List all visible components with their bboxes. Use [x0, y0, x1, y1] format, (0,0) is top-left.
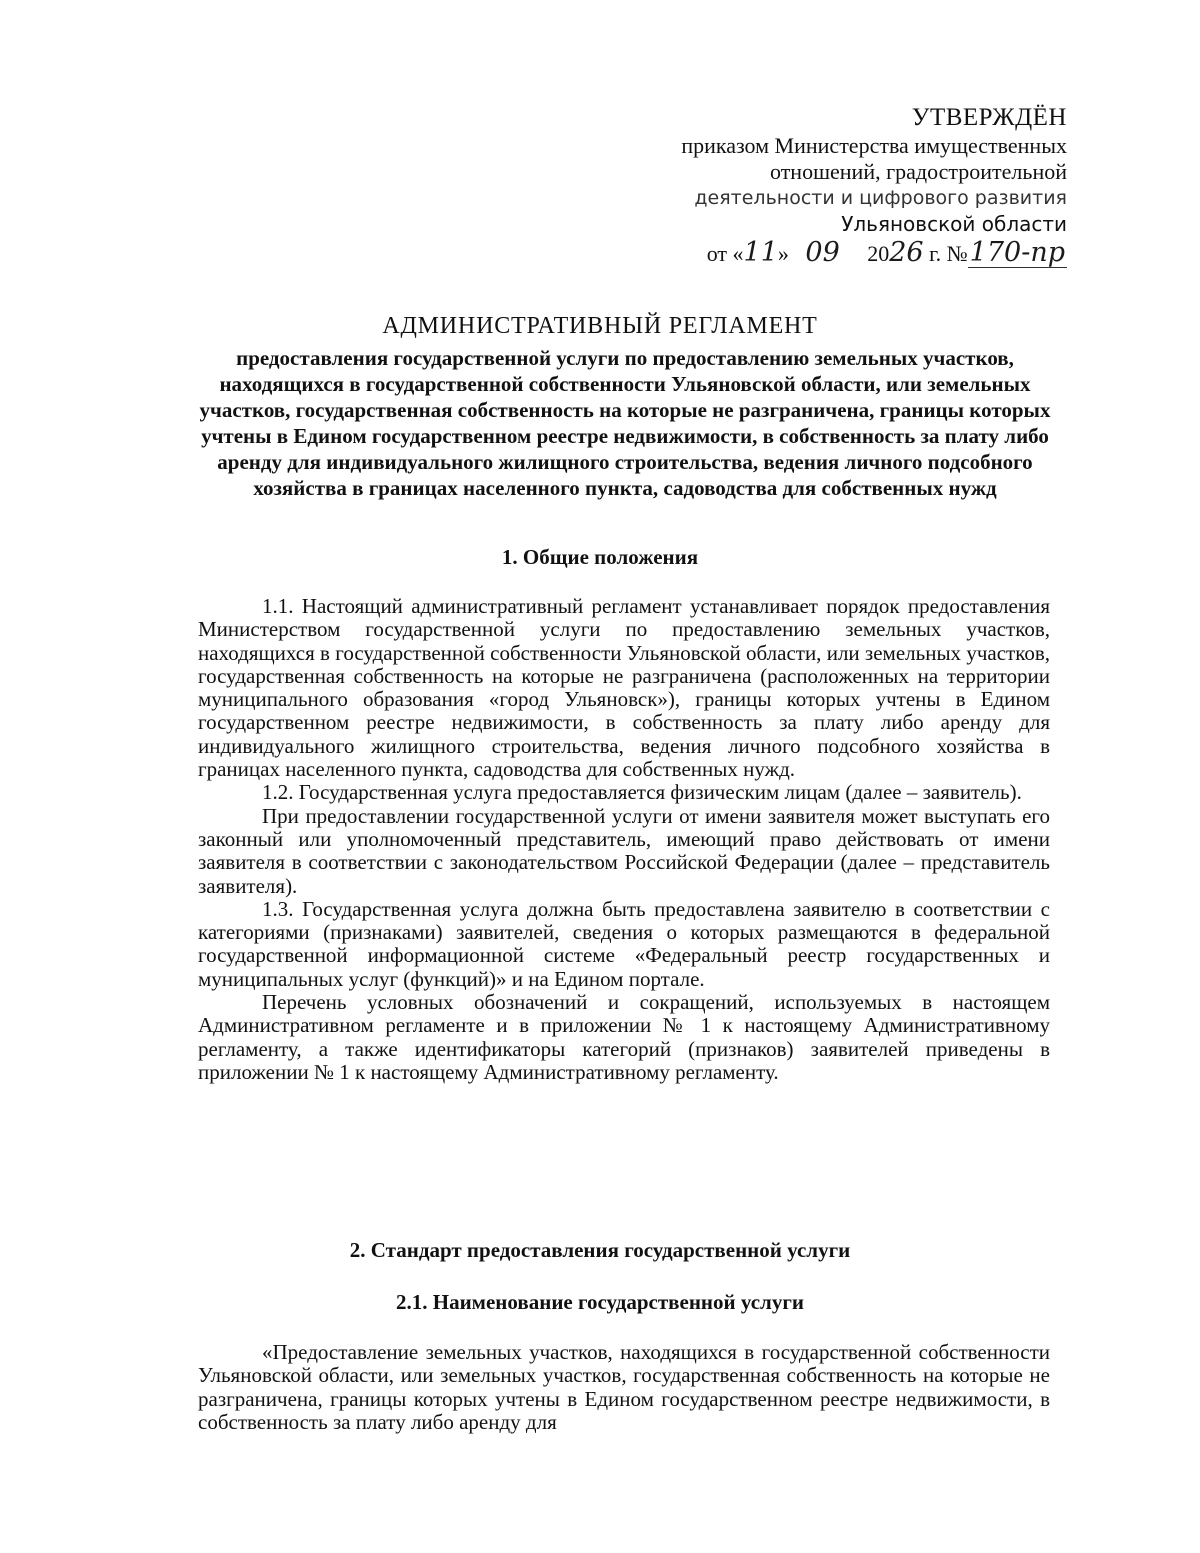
year-prefix: 20	[867, 241, 890, 266]
document-title: АДМИНИСТРАТИВНЫЙ РЕГЛАМЕНТ	[382, 313, 818, 339]
paragraph: «Предоставление земельных участков, находящихся в государственной собственности Ульяновской области, или земельных участков, государственная собственность на которые не разграничена, границы которых учтены в Едином государственном реестре недвижимости, в собственность за плату либо аренду для	[198, 1340, 1050, 1434]
approval-line: приказом Министерства имущественных	[681, 133, 1067, 158]
paragraph: При предоставлении государственной услуги от имени заявителя может выступать его законный или уполномоченный представитель, имеющий право действовать от имени заявителя в соответствии с законодательством Российской Федерации (далее – представитель заявителя).	[198, 803, 1050, 898]
section-body	[198, 1341, 1050, 1434]
approval-block	[547, 103, 1067, 268]
year-unit: г. №	[929, 241, 968, 266]
handwritten-day: 11	[743, 237, 778, 268]
subsection-heading: 2.1. Наименование государственной услуги	[396, 1290, 804, 1314]
date-day-suffix: »	[777, 241, 789, 266]
approval-title: УТВЕРЖДЁН	[911, 104, 1067, 131]
handwritten-number: 170-пр	[969, 237, 1065, 268]
approval-date	[547, 239, 1067, 268]
approval-line: отношений, градостроительной	[769, 159, 1067, 184]
section-heading: 1. Общие положения	[501, 545, 699, 569]
paragraph: 1.2. Государственная услуга предоставляется физическим лицам (далее – заявитель).	[262, 780, 1022, 805]
approval-line: деятельности и цифрового развития	[694, 187, 1067, 209]
handwritten-year: 26	[889, 237, 924, 268]
document-subtitle: предоставления государственной услуги по предоставлению земельных участков, находящихся в государственной собственности Ульяновской области, или земельных участков, государственная собственность на которые не разграничена, границы которых учтены в Едином государственном реестре недвижимости, в собственность за плату либо аренду для индивидуального жилищного строительства, ведения личного подсобного хозяйства в границах населенного пункта, садоводства для собственных нужд	[199, 346, 1051, 500]
paragraph: Перечень условных обозначений и сокращений, используемых в настоящем Административном регламенте и в приложении № 1 к настоящему Административному регламенту, а также идентификаторы категорий (признаков) заявителей приведены в приложении № 1 к настоящему Административному регламенту.	[198, 990, 1050, 1084]
paragraph: 1.1. Настоящий административный регламент устанавливает порядок предоставления Министерством государственной услуги по предоставлению земельных участков, находящихся в государственной собственности Ульяновской области, или земельных участков, государственная собственность на которые не разграничена (расположенных на территории муниципального образования «город Ульяновск»), границы которых учтены в Едином государственном реестре недвижимости, в собственность за плату либо аренду для индивидуального жилищного строительства, ведения личного подсобного хозяйства в границах населенного пункта, садоводства для собственных нужд.	[198, 594, 1050, 782]
handwritten-month: 09	[805, 237, 840, 268]
section-heading: 2. Стандарт предоставления государственной услуги	[349, 1238, 851, 1262]
paragraph: 1.3. Государственная услуга должна быть предоставлена заявителю в соответствии с категориями (признаками) заявителей, сведения о которых размещаются в федеральной государственной информационной системе «Федеральный реестр государственных и муниципальных услуг (функций)» и на Едином портале.	[198, 896, 1050, 991]
section-body	[198, 595, 1050, 1084]
date-prefix: от «	[706, 241, 744, 266]
approval-line: Ульяновской области	[841, 212, 1067, 236]
